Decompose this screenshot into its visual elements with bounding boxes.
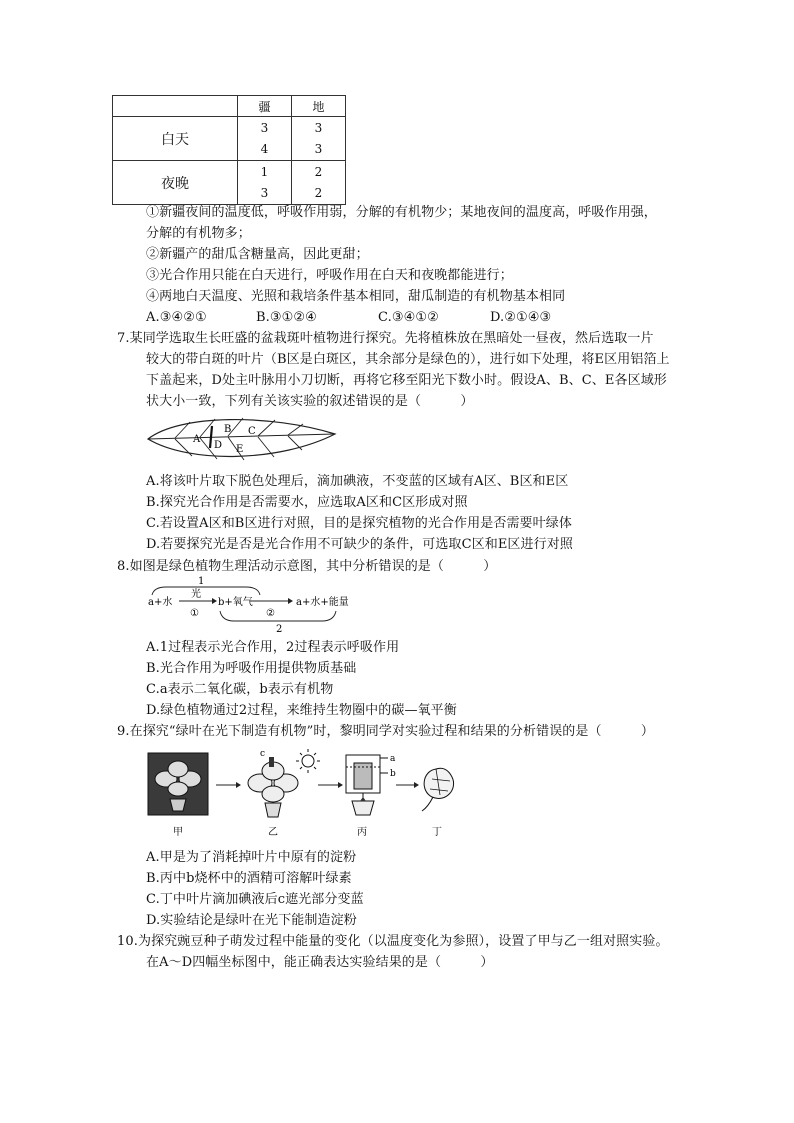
q10-stem-line-1: 10.为探究豌豆种子萌发过程中能量的变化（以温度变化为参照），设置了甲与乙一组对照实验。 <box>117 934 669 949</box>
arrow-1-label-bottom: ① <box>190 608 199 619</box>
table-row <box>113 117 346 161</box>
q8-option-a: A.1过程表示光合作用，2过程表示呼吸作用 <box>146 640 400 655</box>
product-right: a+水+能量 <box>296 597 349 608</box>
cell-value: 3 <box>314 141 323 156</box>
q6-option-c: C.③④①② <box>378 310 439 325</box>
mark-c: c <box>260 749 266 759</box>
leaf-label-e: E <box>236 444 244 455</box>
mark-a: a <box>390 754 396 764</box>
q8-option-d: D.绿色植物通过2过程，来维持生物圈中的碳—氧平衡 <box>146 703 457 718</box>
figure-label-bing: 丙 <box>357 827 367 838</box>
q6-statement-2: ②新疆产的甜瓜含糖量高，因此更甜； <box>146 247 369 262</box>
q9-option-b: B.丙中b烧杯中的酒精可溶解叶绿素 <box>146 871 352 886</box>
process-label-1: 1 <box>198 576 205 587</box>
q7-stem-line-3: 下盖起来，D处主叶脉用小刀切断，再将它移至阳光下数小时。假设A、B、C、E各区域形 <box>146 373 667 388</box>
potted-plant-sun <box>248 757 298 817</box>
product-middle: b+氧气 <box>218 597 253 608</box>
table-cell <box>238 161 292 205</box>
q6-option-d: D.②①④③ <box>490 310 552 325</box>
q7-option-a: A.将该叶片取下脱色处理后，滴加碘液，不变蓝的区域有A区、B区和E区 <box>146 474 569 489</box>
table-header-cell <box>113 96 238 117</box>
leaf-label-a: A <box>193 434 201 445</box>
table-cell <box>292 161 346 205</box>
q7-option-d: D.若要探究光是否是光合作用不可缺少的条件，可选取C区和E区进行对照 <box>146 537 573 552</box>
q7-option-c: C.若设置A区和B区进行对照，目的是探究植物的光合作用是否需要叶绿体 <box>146 516 572 531</box>
q6-statement-1: ①新疆夜间的温度低，呼吸作用弱，分解的有机物少；某地夜间的温度高，呼吸作用强， <box>146 205 657 220</box>
table-row <box>113 161 346 205</box>
q7-stem-line-4: 状大小一致，下列有关该实验的叙述错误的是（ ） <box>146 394 474 409</box>
q7-stem-line-1: 7.某同学选取生长旺盛的盆栽斑叶植物进行探究。先将植株放在黑暗处一昼夜，然后选取一片 <box>117 331 654 346</box>
q6-statement-1-cont: 分解的有机物多； <box>146 226 251 241</box>
experiment-figure <box>140 745 470 840</box>
arrow-1-label-top: 光 <box>191 589 201 600</box>
leaf-diagram <box>140 412 340 467</box>
stained-leaf <box>422 768 454 811</box>
cell-value: 3 <box>260 185 269 200</box>
cell-value: 3 <box>260 120 269 135</box>
cell-value: 2 <box>314 164 323 179</box>
q9-stem: 9.在探究“绿叶在光下制造有机物”时，黎明同学对实验过程和结果的分析错误的是（ ） <box>117 724 654 739</box>
cell-value: 2 <box>314 185 323 200</box>
water-bath-apparatus <box>346 755 388 815</box>
cell-value: 3 <box>314 120 323 135</box>
q6-statement-3: ③光合作用只能在白天进行，呼吸作用在白天和夜晚都能进行； <box>146 268 513 283</box>
figure-label-yi: 乙 <box>268 827 278 838</box>
q9-option-a: A.甲是为了消耗掉叶片中原有的淀粉 <box>146 850 357 865</box>
leaf-label-c: C <box>248 426 256 437</box>
q8-stem: 8.如图是绿色植物生理活动示意图，其中分析错误的是（ ） <box>117 559 497 574</box>
leaf-label-b: B <box>224 424 232 435</box>
table-header-cell: 疆 <box>238 96 292 117</box>
data-table <box>112 95 346 205</box>
figure-label-ding: 丁 <box>432 827 442 838</box>
arrow-2-label: ② <box>266 608 275 619</box>
leaf-label-d: D <box>214 440 223 451</box>
q9-option-d: D.实验结论是绿叶在光下能制造淀粉 <box>146 913 357 928</box>
table-header-row <box>113 96 346 117</box>
q6-option-b: B.③①②④ <box>256 310 317 325</box>
q9-option-c: C.丁中叶片滴加碘液后c遮光部分变蓝 <box>146 892 364 907</box>
q6-option-a: A.③④②① <box>146 310 207 325</box>
row-label: 夜晚 <box>113 161 238 205</box>
table-cell <box>292 117 346 161</box>
sun-icon <box>296 749 320 773</box>
q7-option-b: B.探究光合作用是否需要水，应选取A区和C区形成对照 <box>146 495 468 510</box>
mark-b: b <box>390 769 396 779</box>
q10-stem-line-2: 在A～D四幅坐标图中，能正确表达实验结果的是（ ） <box>146 955 494 970</box>
cell-value: 4 <box>260 141 269 156</box>
row-label: 白天 <box>113 117 238 161</box>
process-diagram <box>146 575 376 633</box>
cell-value: 1 <box>260 164 269 179</box>
figure-label-jia: 甲 <box>173 827 183 838</box>
q8-option-b: B.光合作用为呼吸作用提供物质基础 <box>146 661 357 676</box>
table-header-cell: 地 <box>292 96 346 117</box>
reactant-left: a+水 <box>148 597 173 608</box>
process-label-2: 2 <box>276 624 283 633</box>
table-cell <box>238 117 292 161</box>
q6-statement-4: ④两地白天温度、光照和栽培条件基本相同，甜瓜制造的有机物基本相同 <box>146 289 566 304</box>
q8-option-c: C.a表示二氧化碳，b表示有机物 <box>146 682 334 697</box>
q7-stem-line-2: 较大的带白斑的叶片（B区是白斑区，其余部分是绿色的），进行如下处理，将E区用铝箔上 <box>146 352 670 367</box>
